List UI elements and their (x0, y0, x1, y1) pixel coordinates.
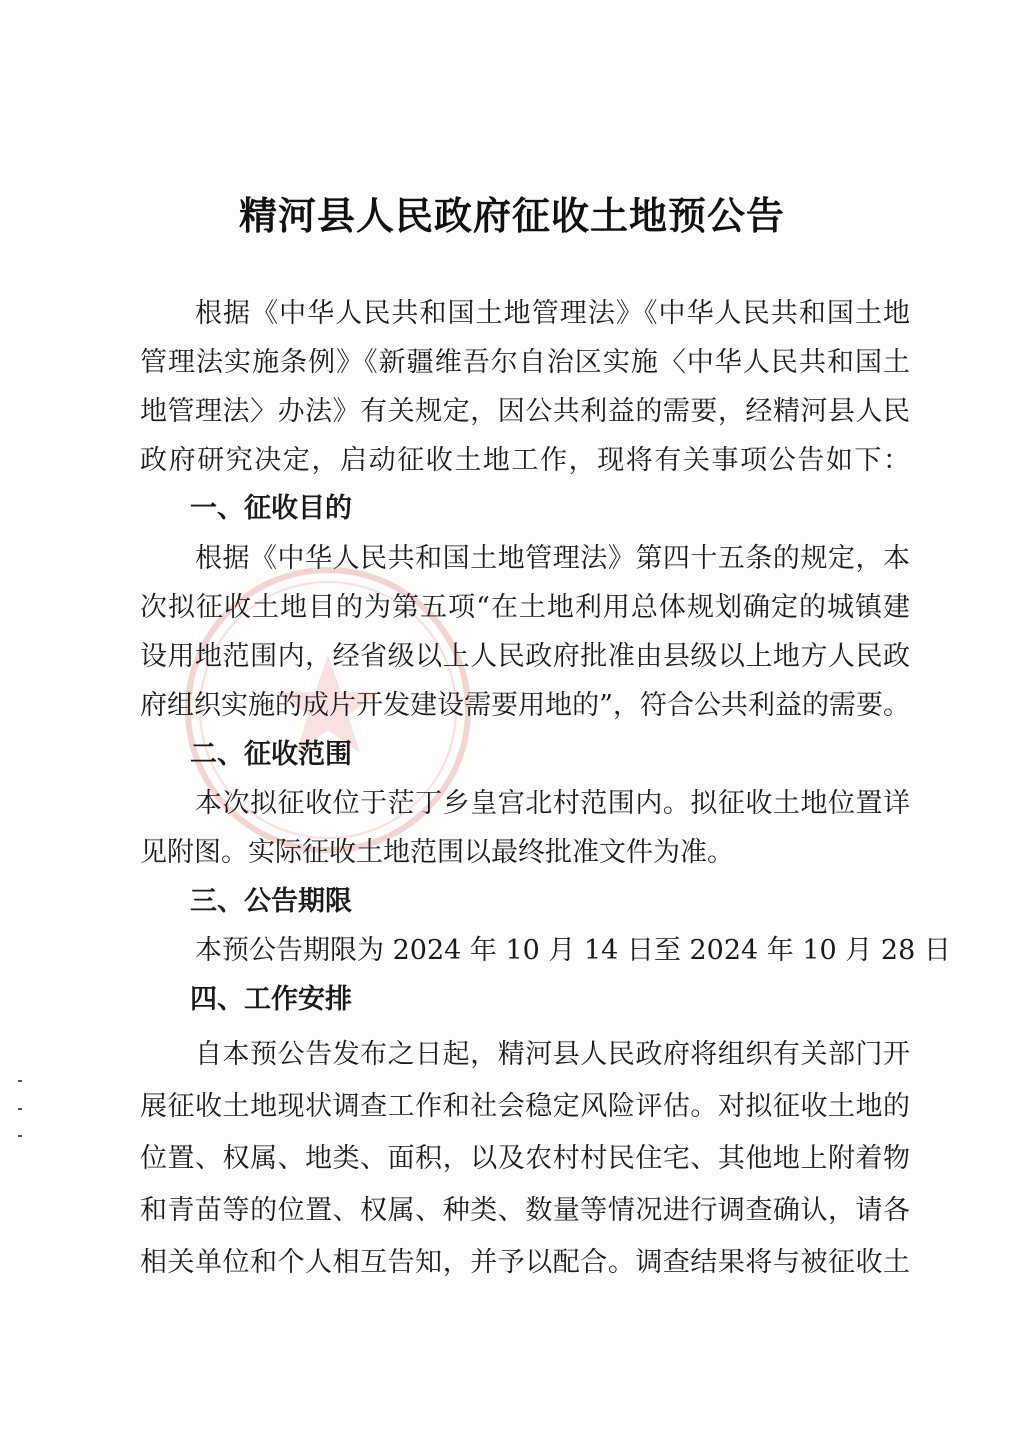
scan-margin-mark (18, 1108, 22, 1110)
section-line: 自本预公告发布之日起，精河县人民政府将组织有关部门开 (195, 1039, 910, 1070)
intro-line: 地管理法〉办法》有关规定，因公共利益的需要，经精河县人民 (140, 396, 910, 427)
section-line: 本预公告期限为 2024 年 10 月 14 日至 2024 年 10 月 28 日 (195, 935, 951, 966)
section-line: 次拟征收土地目的为第五项“在土地利用总体规划确定的城镇建 (140, 592, 910, 623)
document-title: 精河县人民政府征收土地预公告 (238, 194, 785, 238)
section-line: 见附图。实际征收土地范围以最终批准文件为准。 (140, 837, 734, 868)
section-line: 设用地范围内，经省级以上人民政府批准由县级以上地方人民政 (140, 641, 910, 672)
section-heading-arrangement: 四、工作安排 (190, 984, 352, 1015)
section-line: 府组织实施的成片开发建设需要用地的”，符合公共利益的需要。 (140, 690, 910, 721)
intro-line: 管理法实施条例》《新疆维吾尔自治区实施〈中华人民共和国土 (140, 347, 910, 378)
section-heading-purpose: 一、征收目的 (190, 493, 352, 524)
section-heading-scope: 二、征收范围 (190, 739, 352, 770)
section-line: 展征收土地现状调查工作和社会稳定风险评估。对拟征收土地的 (140, 1091, 910, 1122)
section-line: 根据《中华人民共和国土地管理法》第四十五条的规定，本 (195, 543, 910, 574)
section-heading-period: 三、公告期限 (190, 886, 352, 917)
section-line: 位置、权属、地类、面积，以及农村村民住宅、其他地上附着物 (140, 1143, 910, 1174)
section-line: 本次拟征收位于茫丁乡皇宫北村范围内。拟征收土地位置详 (195, 788, 910, 819)
scan-margin-mark (18, 1080, 22, 1082)
section-line: 相关单位和个人相互告知，并予以配合。调查结果将与被征收土 (140, 1247, 910, 1278)
section-line: 和青苗等的位置、权属、种类、数量等情况进行调查确认，请各 (140, 1195, 910, 1226)
intro-line: 根据《中华人民共和国土地管理法》《中华人民共和国土地 (195, 298, 910, 329)
scan-margin-mark (18, 1135, 22, 1137)
intro-line: 政府研究决定，启动征收土地工作，现将有关事项公告如下： (140, 445, 910, 476)
